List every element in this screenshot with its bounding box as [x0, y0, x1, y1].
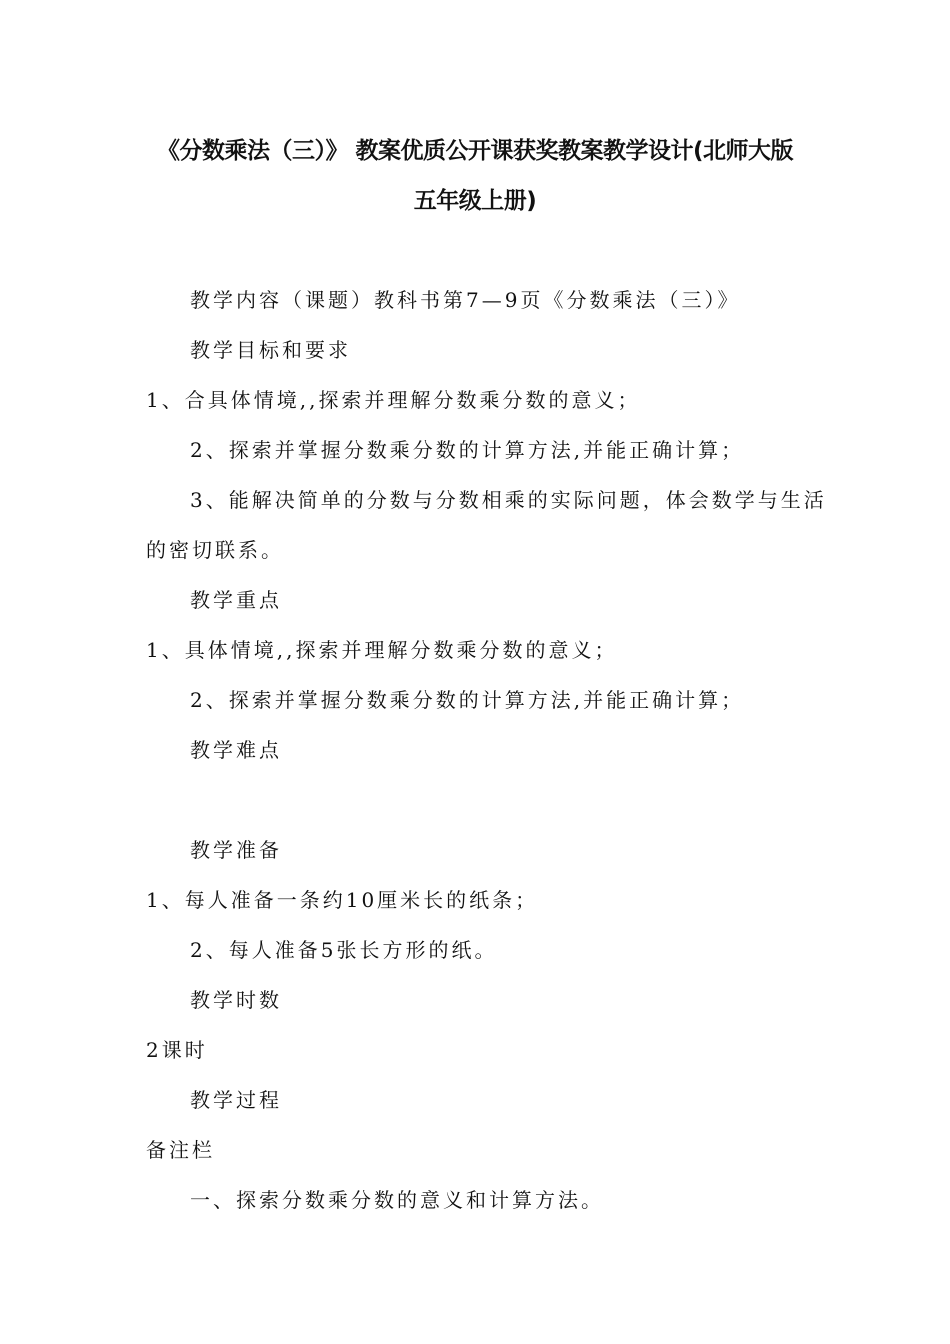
paragraph-goal-3-continued: 的密切联系。 — [146, 538, 284, 562]
heading-teaching-process: 教学过程 — [190, 1088, 282, 1112]
heading-difficulties: 教学难点 — [190, 738, 282, 762]
document-title-line-1: 《分数乘法（三）》 教案优质公开课获奖教案教学设计(北师大版 — [156, 138, 794, 164]
paragraph-goal-1: 1、合具体情境,,探索并理解分数乘分数的意义； — [146, 388, 641, 412]
paragraph-preparation-2: 2、每人准备5张长方形的纸。 — [190, 938, 498, 962]
paragraph-goal-2: 2、探索并掌握分数乘分数的计算方法,并能正确计算； — [190, 438, 745, 462]
paragraph-preparation-1: 1、每人准备一条约10厘米长的纸条； — [146, 888, 539, 912]
paragraph-teaching-content: 教学内容（课题）教科书第7—9页《分数乘法（三）》 — [190, 288, 741, 312]
paragraph-section-one: 一、探索分数乘分数的意义和计算方法。 — [190, 1188, 604, 1212]
paragraph-key-point-2: 2、探索并掌握分数乘分数的计算方法,并能正确计算； — [190, 688, 745, 712]
heading-key-points: 教学重点 — [190, 588, 282, 612]
paragraph-class-hours: 2课时 — [146, 1038, 208, 1062]
document-title-line-2: 五年级上册) — [413, 188, 537, 214]
heading-teaching-goals: 教学目标和要求 — [190, 338, 351, 362]
paragraph-key-point-1: 1、具体情境,,探索并理解分数乘分数的意义； — [146, 638, 618, 662]
heading-class-hours: 教学时数 — [190, 988, 282, 1012]
heading-preparation: 教学准备 — [190, 838, 282, 862]
label-notes-column: 备注栏 — [146, 1138, 215, 1162]
paragraph-goal-3: 3、能解决简单的分数与分数相乘的实际问题，体会数学与生活 — [190, 488, 827, 512]
